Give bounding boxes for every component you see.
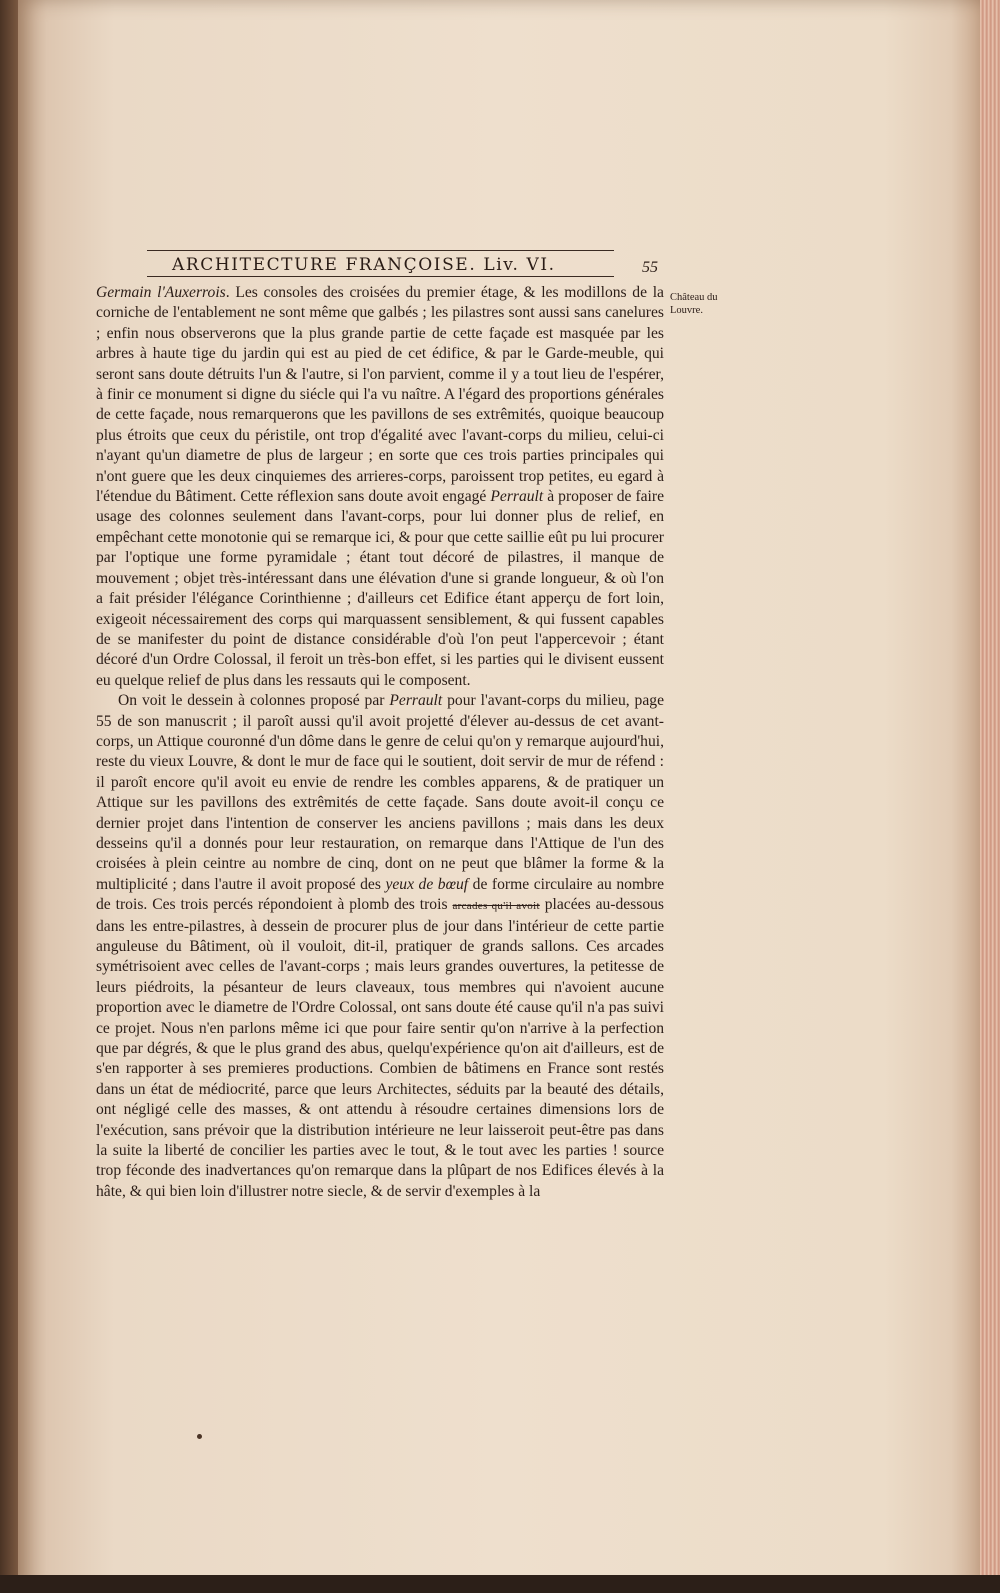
text-segment: On voit le dessein à colonnes proposé par xyxy=(118,692,390,710)
text-segment: pour l'avant-corps du milieu, page 55 de son manuscrit ; il paroît aussi qu'il avoit projetté d'élever au-dessus de cet avant-corps, un Attique couronné d'un dôme dans le genre de celui qu'on y remarque aujourd'hui, reste du vieux Louvre, & dont le mur de face qui le soutient, doit servir de mur de réfend : il paroît encore qu'il avoit eu envie de rendre les combles apparens, & de pratiquer un Attique sur les pavillons des extrêmités de cette façade. Sans doute avoit-il conçu ce dernier projet dans l'intention de conserver les anciens pavillons ; mais dans les deux desseins qu'il a donnés pour leur restauration, on remarque dans l'Attique de l'un des croisées à plein ceintre au nombre de cinq, dont on ne peut que blâmer la forme & la multiplicité ; dans l'autre il avoit proposé des xyxy=(96,692,664,893)
running-title: ARCHITECTURE FRANÇOISE. Liv. VI. xyxy=(172,255,556,275)
text-segment: de forme circulaire au nombre de trois. Ces trois percés répondoient à plomb des trois xyxy=(96,875,664,914)
page-edges xyxy=(980,0,1000,1593)
header-rule-bottom xyxy=(147,276,614,277)
page-number: 55 xyxy=(642,259,658,276)
ink-spot xyxy=(197,1434,202,1439)
book-gutter xyxy=(0,0,18,1593)
margin-note: Château du Louvre. xyxy=(670,292,718,316)
header-rule-top xyxy=(147,250,614,251)
paragraph-1 xyxy=(96,283,664,691)
text-segment: Perrault xyxy=(389,692,443,710)
text-segment: Germain l'Auxerrois xyxy=(96,284,226,301)
text-segment: yeux de bœuf xyxy=(385,875,469,893)
text-segment: Perrault xyxy=(490,488,544,506)
text-segment: arcades qu'il avoit xyxy=(452,900,540,913)
text-segment: placées au-dessous dans les entre-pilastres, à dessein de procurer plus de jour dans l'intérieur de cette partie anguleuse du Bâtiment, où il vouloit, dit-il, pratiquer de grands sallons. Ces arcades symétrisoient avec celles de l'avant-corps ; mais leurs grandes ouvertures, la petitesse de leurs piédroits, la pésanteur de leurs claveaux, tous membres qui n'avoient aucune proportion avec le diametre de l'Ordre Colossal, ont sans doute été cause qu'il n'a pas suivi ce projet. Nous n'en parlons même ici que pour faire sentir qu'on n'arrive à la perfection que par dégrés, & que le plus grand des abus, quelqu'expérience qu'on ait d'ailleurs, est de s'en rapporter à ses premieres productions. Combien de bâtimens en France sont restés dans un état de médiocrité, parce que leurs Architectes, séduits par la beauté des détails, ont négligé celle des masses, & ont attendu à résoudre certaines dimensions lors de l'exécution, sans prévoir que la distribution intérieure ne leur laisseroit peut-être pas dans la suite la liberté de concilier les parties avec le tout, & le tout avec les parties ! source trop féconde des inadvertances qu'on remarque dans la plûpart de nos Edifices élevés à la hâte, & qui bien loin d'illustrer notre siecle, & de servir d'exemples à la xyxy=(96,896,665,1200)
bottom-shadow xyxy=(0,1575,1000,1593)
text-segment: à proposer de faire usage des colonnes seulement dans l'avant-corps, pour lui donner plus de relief, en empêchant cette monotonie qui se remarque ici, & pour que cette saillie eût pu lui procurer par l'optique une forme pyramidale ; étant tout décoré de pilastres, il manque de mouvement ; objet très-intéressant dans une élévation d'une si grande longueur, & où l'on a fait présider l'élégance Corinthienne ; d'ailleurs cet Edifice étant apperçu de fort loin, exigeoit nécessairement des corps qui marquassent sensiblement, & qui fussent capables de se manifester du point de distance considérable d'où l'on peut l'appercevoir ; étant décoré d'un Ordre Colossal, il feroit un très-bon effet, si les parties qui le divisent eussent eu quelque relief de plus dans les ressauts qui le composent. xyxy=(96,488,665,689)
paragraph-2 xyxy=(96,691,664,1202)
text-segment: . Les consoles des croisées du premier étage, & les modillons de la corniche de l'entablement ne sont même que galbés ; les pilastres sont aussi sans canelures ; enfin nous observerons que la plus grande partie de cette façade est masquée par les arbres à haute tige du jardin qui est au pied de cet édifice, & par le Garde-meuble, qui seront sans doute détruits l'un & l'autre, si l'on parvient, comme il y a tout lieu de l'espérer, à finir ce monument si digne du siécle qui l'a vu naître. A l'égard des proportions générales de cette façade, nous remarquerons que les pavillons de ses extrêmités, quoique beaucoup plus étroits que ceux du péristile, ont trop d'égalité avec l'avant-corps du milieu, celui-ci n'ayant qu'un diametre de plus de largeur ; en sorte que ces trois parties principales qui n'ont guere que les deux cinquiemes des arrieres-corps, paroissent trop petites, eu egard à l'étendue du Bâtiment. Cette réflexion sans doute avoit engagé xyxy=(96,284,664,506)
body-text xyxy=(96,283,664,1202)
